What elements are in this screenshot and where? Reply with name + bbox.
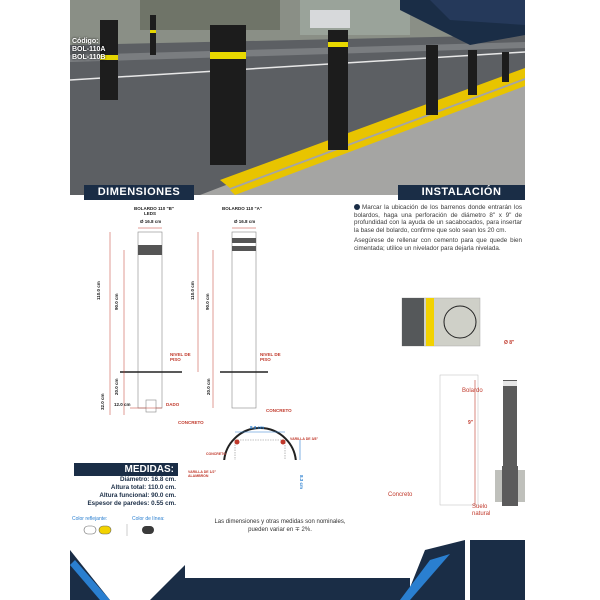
bollard-2 [210, 25, 246, 165]
dimensiones-header: DIMENSIONES [84, 185, 194, 200]
dado-label: DADO [166, 402, 180, 407]
diameter-a: Ø 16.8 cm [234, 219, 256, 224]
concreto-label-b: CONCRETO [178, 420, 204, 425]
base-width-b: 12.0 cm [114, 402, 131, 407]
product-codes [72, 38, 105, 62]
floor-level-b: NIVEL DE PISO [170, 352, 191, 362]
medida-espesor: Espesor de paredes: 0.55 cm. [87, 500, 176, 507]
bollard-3 [328, 30, 348, 150]
embed-b-1: 20.0 cm [114, 378, 119, 395]
installation-text [354, 204, 522, 256]
concreto-label-a: CONCRETO [266, 408, 292, 413]
color-swatches [72, 524, 192, 538]
footer-decoration [70, 540, 525, 600]
install-step-1: Marcar la ubicación de los barrenos donde entrarán los bolardos, haga una perforación de diámetro 8" x 9" de profundidad con la ayuda de un sacabocados, para insertar la base del bolardo, confirme que solo sean los 20 cm. [354, 204, 522, 234]
side-dimension: 8.3 cm [299, 475, 304, 490]
medida-diametro: Diámetro: 16.8 cm. [120, 476, 176, 483]
white-swatch [84, 526, 96, 534]
dimensions-drawing [70, 200, 360, 460]
embed-a: 20.0 cm [206, 378, 211, 395]
line-color-label: Color de línea: [132, 516, 165, 522]
installation-drawing [350, 280, 525, 530]
bolardo-b-drawing [110, 228, 182, 415]
tolerance-note: Las dimensiones y otras medidas son nominales, pueden variar en ∓ 2%. [214, 519, 346, 533]
plan-view [402, 298, 480, 346]
total-height-a: 110.0 cm [190, 281, 195, 300]
code-a: BOL-110A [72, 46, 106, 53]
yellow-swatch [99, 526, 111, 534]
dark-swatch [142, 526, 154, 534]
functional-height-a: 90.0 cm [205, 293, 210, 310]
instalacion-header: INSTALACIÓN [398, 185, 525, 200]
bolardo-b-subtitle: LEDS [144, 211, 157, 216]
diameter-b: Ø 16.8 cm [140, 219, 162, 224]
label-bolardo: Bolardo [462, 388, 483, 394]
label-concreto: Concreto [388, 492, 413, 498]
code-b: BOL-110B [72, 54, 106, 61]
medida-altura-total: Altura total: 110.0 cm. [110, 484, 176, 491]
cross-section-drawing [224, 428, 300, 460]
varilla-label-right: VARILLA DE 3/8" [290, 437, 319, 441]
medida-altura-funcional: Altura funcional: 90.0 cm. [99, 492, 176, 499]
label-suelo: Suelo natural [472, 504, 491, 517]
concreto-label-section: CONCRETO [206, 452, 226, 456]
install-step-2: Asegúrese de rellenar con cemento para que quede bien cimentada; utilice un nivelador para dejarla nivelada. [354, 237, 522, 252]
bolardo-b-title: BOLARDO 110 "B" [134, 206, 175, 211]
reflective-color-label: Color reflejante: [72, 516, 108, 522]
catalog-page [70, 0, 525, 600]
total-height-b: 110.0 cm [96, 281, 101, 300]
medidas-title: MEDIDAS: [74, 463, 178, 476]
top-dimension: 8.3 cm [250, 425, 265, 430]
functional-height-b: 90.0 cm [114, 293, 119, 310]
codes-label: Código: [72, 38, 99, 45]
medidas-box [74, 463, 178, 508]
bollard-photo [70, 0, 525, 195]
varilla-label-left: VARILLA DE 1/2" ALAMBRON [188, 470, 217, 478]
bolardo-a-title: BOLARDO 110 "A" [222, 206, 263, 211]
street-scene [70, 0, 525, 195]
plan-diameter: Ø 8" [504, 340, 515, 346]
section-depth: 9" [468, 420, 474, 426]
embed-b-2: 32.0 cm [100, 393, 105, 410]
bullet-icon [354, 204, 360, 210]
section-view [440, 375, 525, 507]
floor-level-a: NIVEL DE PISO [260, 352, 281, 362]
